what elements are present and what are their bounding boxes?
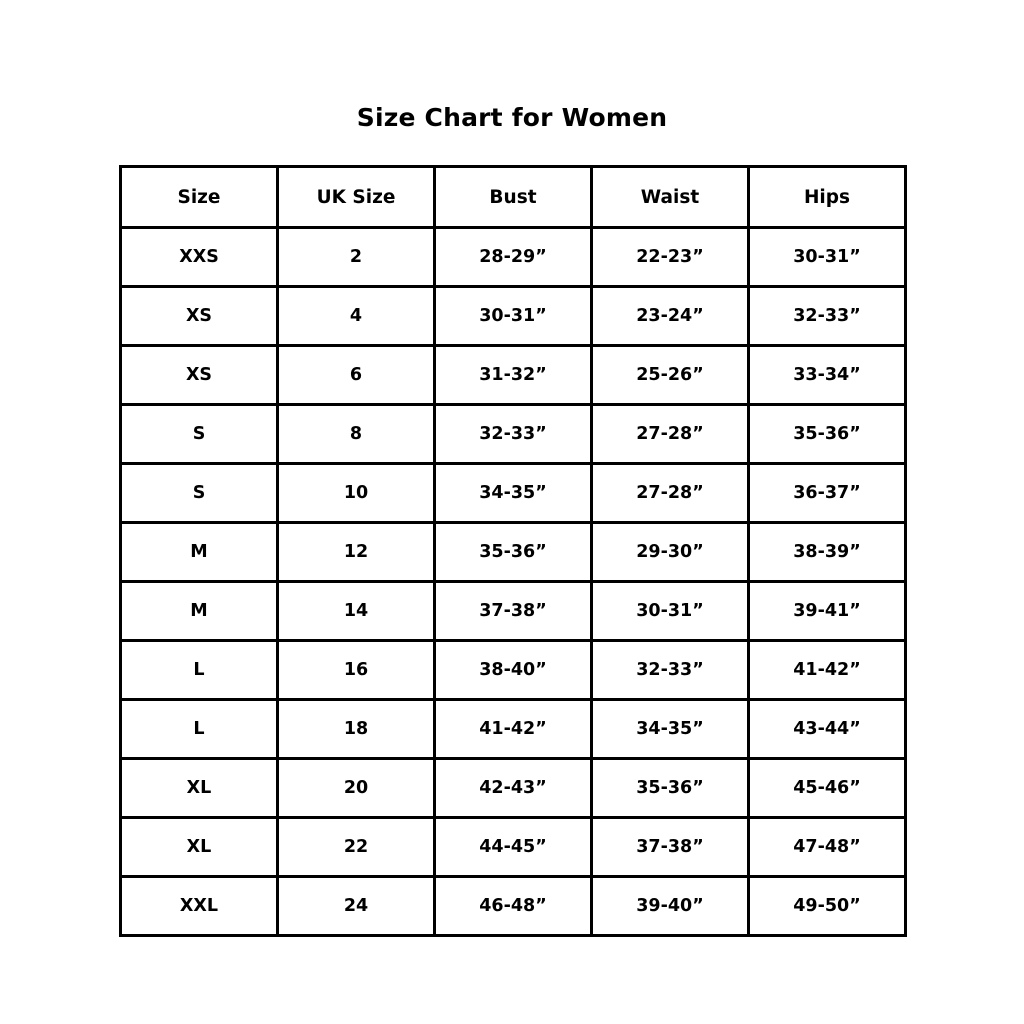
cell-hips: 39-41” — [749, 582, 906, 641]
table-row — [121, 759, 906, 818]
cell-size: L — [121, 700, 278, 759]
size-chart-table-wrapper — [119, 165, 904, 937]
cell-bust: 37-38” — [435, 582, 592, 641]
cell-waist: 22-23” — [592, 228, 749, 287]
cell-waist: 27-28” — [592, 405, 749, 464]
table-row — [121, 405, 906, 464]
cell-waist: 25-26” — [592, 346, 749, 405]
column-header-bust: Bust — [435, 167, 592, 228]
cell-waist: 37-38” — [592, 818, 749, 877]
cell-uk-size: 24 — [278, 877, 435, 936]
cell-waist: 23-24” — [592, 287, 749, 346]
cell-hips: 30-31” — [749, 228, 906, 287]
cell-uk-size: 2 — [278, 228, 435, 287]
cell-waist: 34-35” — [592, 700, 749, 759]
cell-hips: 45-46” — [749, 759, 906, 818]
cell-bust: 44-45” — [435, 818, 592, 877]
size-chart-table — [119, 165, 907, 937]
cell-size: S — [121, 464, 278, 523]
cell-waist: 32-33” — [592, 641, 749, 700]
cell-uk-size: 4 — [278, 287, 435, 346]
cell-uk-size: 20 — [278, 759, 435, 818]
table-row — [121, 523, 906, 582]
cell-uk-size: 6 — [278, 346, 435, 405]
column-header-size: Size — [121, 167, 278, 228]
cell-bust: 31-32” — [435, 346, 592, 405]
cell-size: L — [121, 641, 278, 700]
cell-bust: 46-48” — [435, 877, 592, 936]
cell-uk-size: 10 — [278, 464, 435, 523]
cell-size: XS — [121, 346, 278, 405]
table-row — [121, 464, 906, 523]
cell-bust: 32-33” — [435, 405, 592, 464]
cell-waist: 39-40” — [592, 877, 749, 936]
table-row — [121, 346, 906, 405]
cell-bust: 42-43” — [435, 759, 592, 818]
table-row — [121, 287, 906, 346]
cell-hips: 35-36” — [749, 405, 906, 464]
table-row — [121, 228, 906, 287]
table-row — [121, 700, 906, 759]
column-header-uk-size: UK Size — [278, 167, 435, 228]
cell-size: M — [121, 582, 278, 641]
cell-size: S — [121, 405, 278, 464]
column-header-hips: Hips — [749, 167, 906, 228]
cell-hips: 41-42” — [749, 641, 906, 700]
cell-size: M — [121, 523, 278, 582]
table-body — [121, 228, 906, 936]
cell-size: XS — [121, 287, 278, 346]
cell-uk-size: 16 — [278, 641, 435, 700]
cell-bust: 41-42” — [435, 700, 592, 759]
cell-uk-size: 12 — [278, 523, 435, 582]
table-row — [121, 641, 906, 700]
cell-size: XXL — [121, 877, 278, 936]
cell-waist: 27-28” — [592, 464, 749, 523]
column-header-waist: Waist — [592, 167, 749, 228]
table-row — [121, 877, 906, 936]
cell-waist: 30-31” — [592, 582, 749, 641]
cell-hips: 43-44” — [749, 700, 906, 759]
cell-uk-size: 14 — [278, 582, 435, 641]
cell-hips: 36-37” — [749, 464, 906, 523]
cell-hips: 38-39” — [749, 523, 906, 582]
cell-hips: 47-48” — [749, 818, 906, 877]
table-header — [121, 167, 906, 228]
cell-hips: 32-33” — [749, 287, 906, 346]
table-header-row — [121, 167, 906, 228]
cell-bust: 35-36” — [435, 523, 592, 582]
cell-size: XL — [121, 818, 278, 877]
cell-uk-size: 8 — [278, 405, 435, 464]
table-row — [121, 818, 906, 877]
cell-hips: 33-34” — [749, 346, 906, 405]
cell-waist: 35-36” — [592, 759, 749, 818]
table-row — [121, 582, 906, 641]
cell-bust: 34-35” — [435, 464, 592, 523]
cell-uk-size: 22 — [278, 818, 435, 877]
cell-size: XL — [121, 759, 278, 818]
cell-size: XXS — [121, 228, 278, 287]
cell-hips: 49-50” — [749, 877, 906, 936]
page-title: Size Chart for Women — [356, 103, 668, 132]
cell-uk-size: 18 — [278, 700, 435, 759]
cell-waist: 29-30” — [592, 523, 749, 582]
cell-bust: 30-31” — [435, 287, 592, 346]
cell-bust: 28-29” — [435, 228, 592, 287]
cell-bust: 38-40” — [435, 641, 592, 700]
